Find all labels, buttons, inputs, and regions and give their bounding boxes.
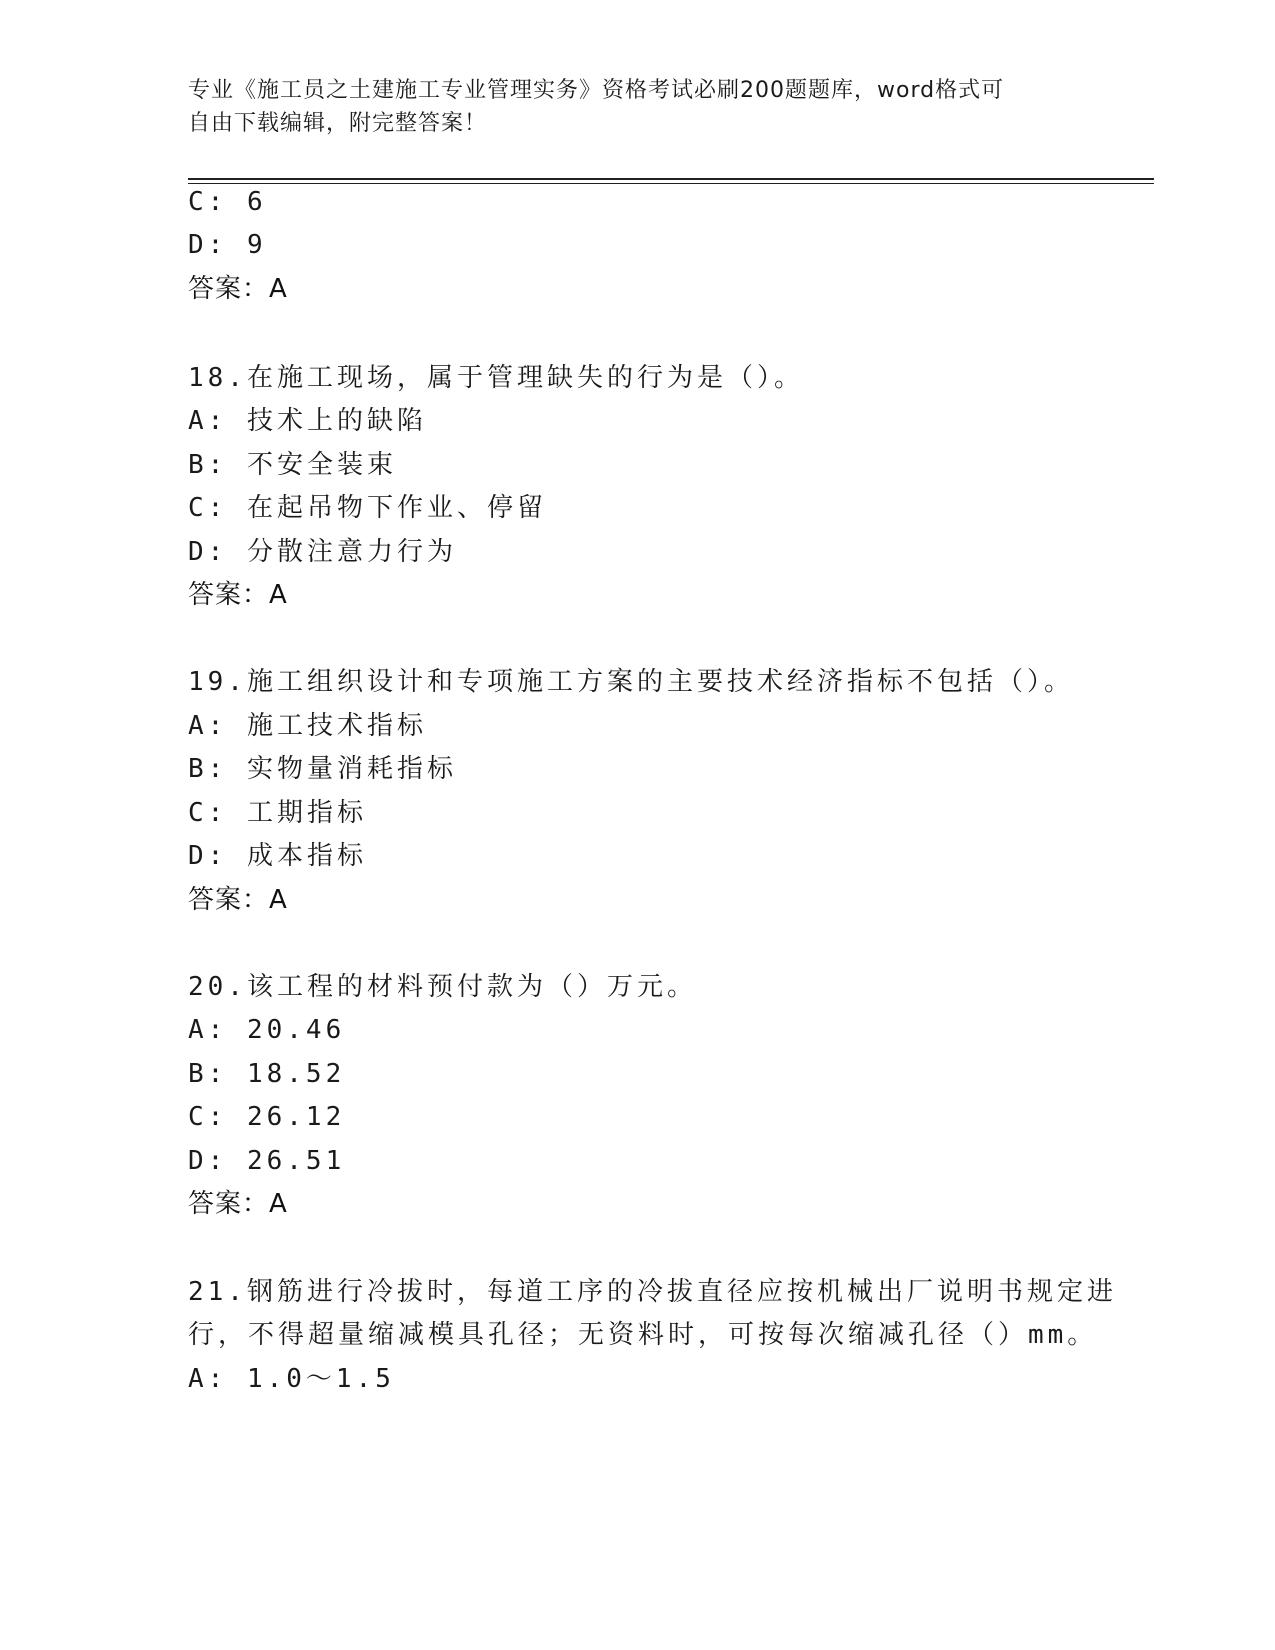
option-b: B: 不安全装束 <box>188 450 397 480</box>
option-b: B: 实物量消耗指标 <box>188 754 457 784</box>
document-header <box>188 74 1088 140</box>
option-a: A: 1.0～1.5 <box>188 1364 395 1394</box>
answer-line: 答案：A <box>188 274 288 304</box>
option-a: A: 技术上的缺陷 <box>188 406 427 436</box>
header-line-1: 专业《施工员之土建施工专业管理实务》资格考试必刷200题题库，word格式可 <box>188 78 1005 103</box>
answer-line: 答案：A <box>188 1189 288 1219</box>
option-d: D: 成本指标 <box>188 841 367 871</box>
answer-line: 答案：A <box>188 580 288 610</box>
question-stem: 19.施工组织设计和专项施工方案的主要技术经济指标不包括（）。 <box>188 667 1074 697</box>
header-divider-thick <box>188 178 1154 180</box>
header-line-2: 自由下载编辑，附完整答案！ <box>188 111 488 136</box>
option-b: B: 18.52 <box>188 1059 346 1089</box>
answer-line: 答案：A <box>188 885 288 915</box>
question-stem: 18.在施工现场，属于管理缺失的行为是（）。 <box>188 363 804 393</box>
option-c: C: 在起吊物下作业、停留 <box>188 493 547 523</box>
option-a: A: 20.46 <box>188 1015 346 1045</box>
question-stem-line-2: 行，不得超量缩减模具孔径；无资料时，可按每次缩减孔径（）mm。 <box>188 1320 1098 1350</box>
option-c: C: 工期指标 <box>188 798 367 828</box>
option-d: D: 26.51 <box>188 1146 346 1176</box>
option-c: C: 26.12 <box>188 1102 346 1132</box>
question-stem-line-1: 21.钢筋进行冷拔时，每道工序的冷拔直径应按机械出厂说明书规定进 <box>188 1277 1117 1307</box>
option-c: C: 6 <box>188 187 267 217</box>
option-d: D: 分散注意力行为 <box>188 537 457 567</box>
question-stem: 20.该工程的材料预付款为（）万元。 <box>188 972 697 1002</box>
option-a: A: 施工技术指标 <box>188 711 427 741</box>
option-d: D: 9 <box>188 230 267 260</box>
header-divider-thin <box>188 183 1154 184</box>
